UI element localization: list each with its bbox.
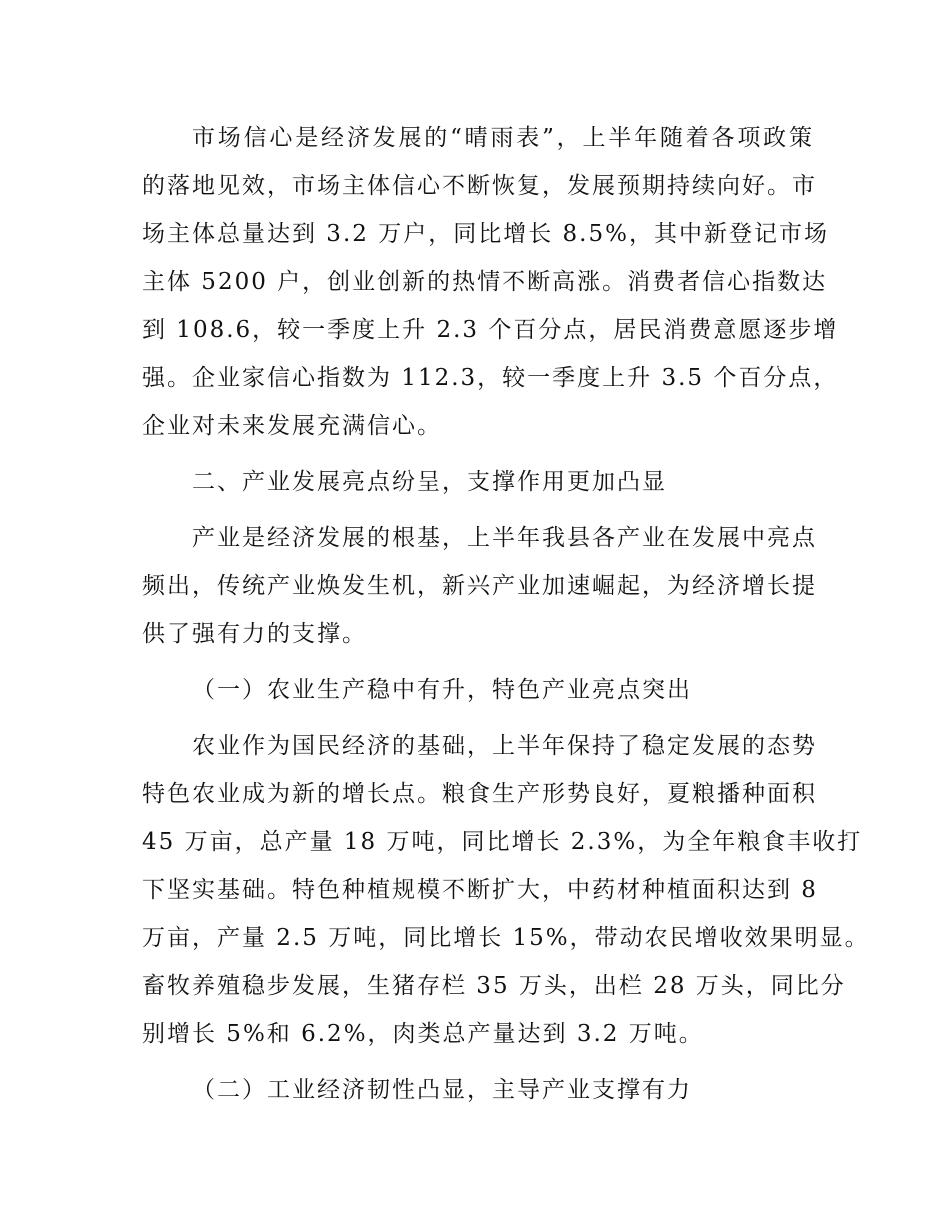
heading-line: 二、产业发展亮点纷呈，支撑作用更加凸显 xyxy=(192,469,667,495)
paragraph-industry-intro xyxy=(142,514,817,658)
paragraph-market-confidence xyxy=(142,114,839,450)
section-heading-industry xyxy=(142,458,814,506)
paragraph-line: 产业是经济发展的根基，上半年我县各产业在发展中亮点 xyxy=(192,525,817,551)
paragraph-line: 别增长 5%和 6.2%，肉类总产量达到 3.2 万吨。 xyxy=(142,1021,704,1047)
document-body xyxy=(142,114,870,1122)
paragraph-line: 特色农业成为新的增长点。粮食生产形势良好，夏粮播种面积 xyxy=(142,781,817,807)
paragraph-line: 万亩，产量 2.5 万吨，同比增长 15%，带动农民增收效果明显。 xyxy=(142,925,870,951)
paragraph-line: 强。企业家信心指数为 112.3，较一季度上升 3.5 个百分点， xyxy=(142,365,839,391)
paragraph-line: 市场信心是经济发展的“晴雨表”，上半年随着各项政策 xyxy=(192,125,814,151)
paragraph-line: 的落地见效，市场主体信心不断恢复，发展预期持续向好。市 xyxy=(142,173,817,199)
paragraph-line: 畜牧养殖稳步发展，生猪存栏 35 万头，出栏 28 万头，同比分 xyxy=(142,973,846,999)
paragraph-line: 主体 5200 户，创业创新的热情不断高涨。消费者信心指数达 xyxy=(142,269,828,295)
heading-line: （二）工业经济韧性凸显，主导产业支撑有力 xyxy=(192,1077,692,1103)
paragraph-agriculture xyxy=(142,722,870,1058)
paragraph-line: 到 108.6，较一季度上升 2.3 个百分点，居民消费意愿逐步增 xyxy=(142,317,839,343)
paragraph-line: 企业对未来发展充满信心。 xyxy=(142,413,442,439)
paragraph-line: 频出，传统产业焕发生机，新兴产业加速崛起，为经济增长提 xyxy=(142,573,817,599)
subsection-heading-industry-economy xyxy=(142,1066,814,1114)
paragraph-line: 下坚实基础。特色种植规模不断扩大，中药材种植面积达到 8 xyxy=(142,877,818,903)
paragraph-line: 场主体总量达到 3.2 万户，同比增长 8.5%，其中新登记市场 xyxy=(142,221,829,247)
paragraph-line: 农业作为国民经济的基础，上半年保持了稳定发展的态势 xyxy=(192,733,817,759)
subsection-heading-agriculture xyxy=(142,666,814,714)
paragraph-line: 供了强有力的支撑。 xyxy=(142,621,367,647)
paragraph-line: 45 万亩，总产量 18 万吨，同比增长 2.3%，为全年粮食丰收打 xyxy=(142,829,863,855)
heading-line: （一）农业生产稳中有升，特色产业亮点突出 xyxy=(192,677,692,703)
